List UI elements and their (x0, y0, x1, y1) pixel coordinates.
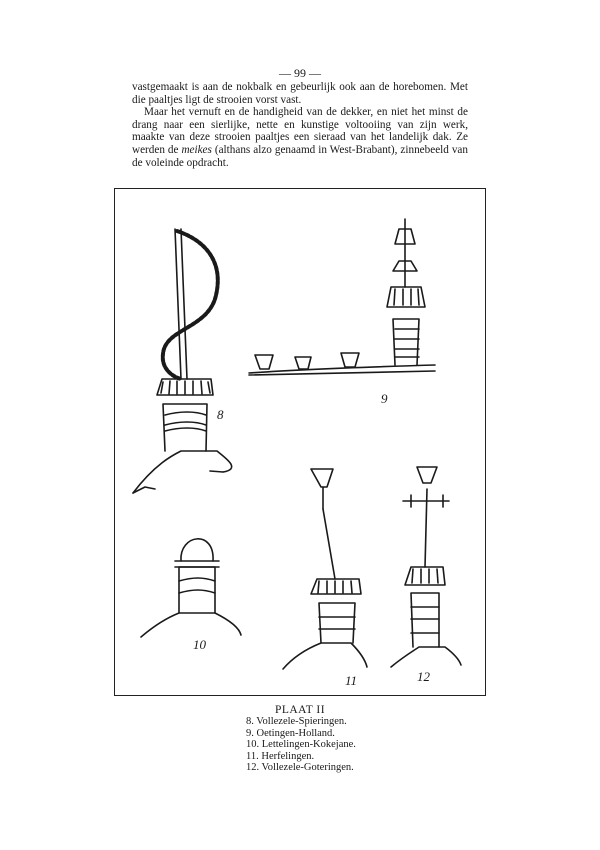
caption-title: PLAAT II (274, 704, 326, 716)
caption-item: 9. Oetingen-Holland. (246, 727, 335, 739)
figure-9-drawing (249, 219, 435, 375)
figure-11-drawing (283, 469, 367, 669)
paragraph-2-start: Maar het vernuft en de handigheid van de dekker, en niet het minst de drang naar een sierlijke, nette en kunstige voltooiing van zijn werk, maakte van deze strooien paaltjes een sieraad van het landelijk dak. Ze werden de (132, 106, 468, 156)
caption-item: 8. Vollezele-Spieringen. (246, 716, 347, 727)
figure-12-drawing (391, 467, 461, 667)
figure-12-number: 12 (417, 669, 430, 684)
figure-10-number: 10 (193, 637, 206, 652)
caption-item: 10. Lettelingen-Kokejane. (246, 739, 356, 751)
plate-drawing (115, 189, 487, 697)
paragraph-2-end: (althans alzo genaamd in West-Brabant), zinnebeeld van de voleinde opdracht. (132, 143, 468, 169)
figure-9-number: 9 (381, 391, 388, 406)
page-number: — 99 — (279, 66, 321, 80)
figure-8-drawing (133, 229, 232, 493)
body-text (132, 81, 468, 169)
plate-illustration (114, 188, 486, 696)
paragraph-2 (132, 106, 468, 169)
figure-8-number: 8 (217, 407, 224, 422)
caption-item: 12. Vollezele-Goteringen. (246, 762, 354, 774)
caption-item: 11. Herfelingen. (246, 750, 315, 762)
figure-11-number: 11 (345, 673, 358, 688)
figure-10-drawing (141, 539, 241, 637)
paragraph-2-emphasis: meikes (181, 143, 212, 156)
paragraph-1: vastgemaakt is aan de nokbalk en gebeurlijk ook aan de horebomen. Met die paaltjes ligt de strooien vorst vast. (132, 81, 468, 106)
caption-list (246, 716, 356, 774)
